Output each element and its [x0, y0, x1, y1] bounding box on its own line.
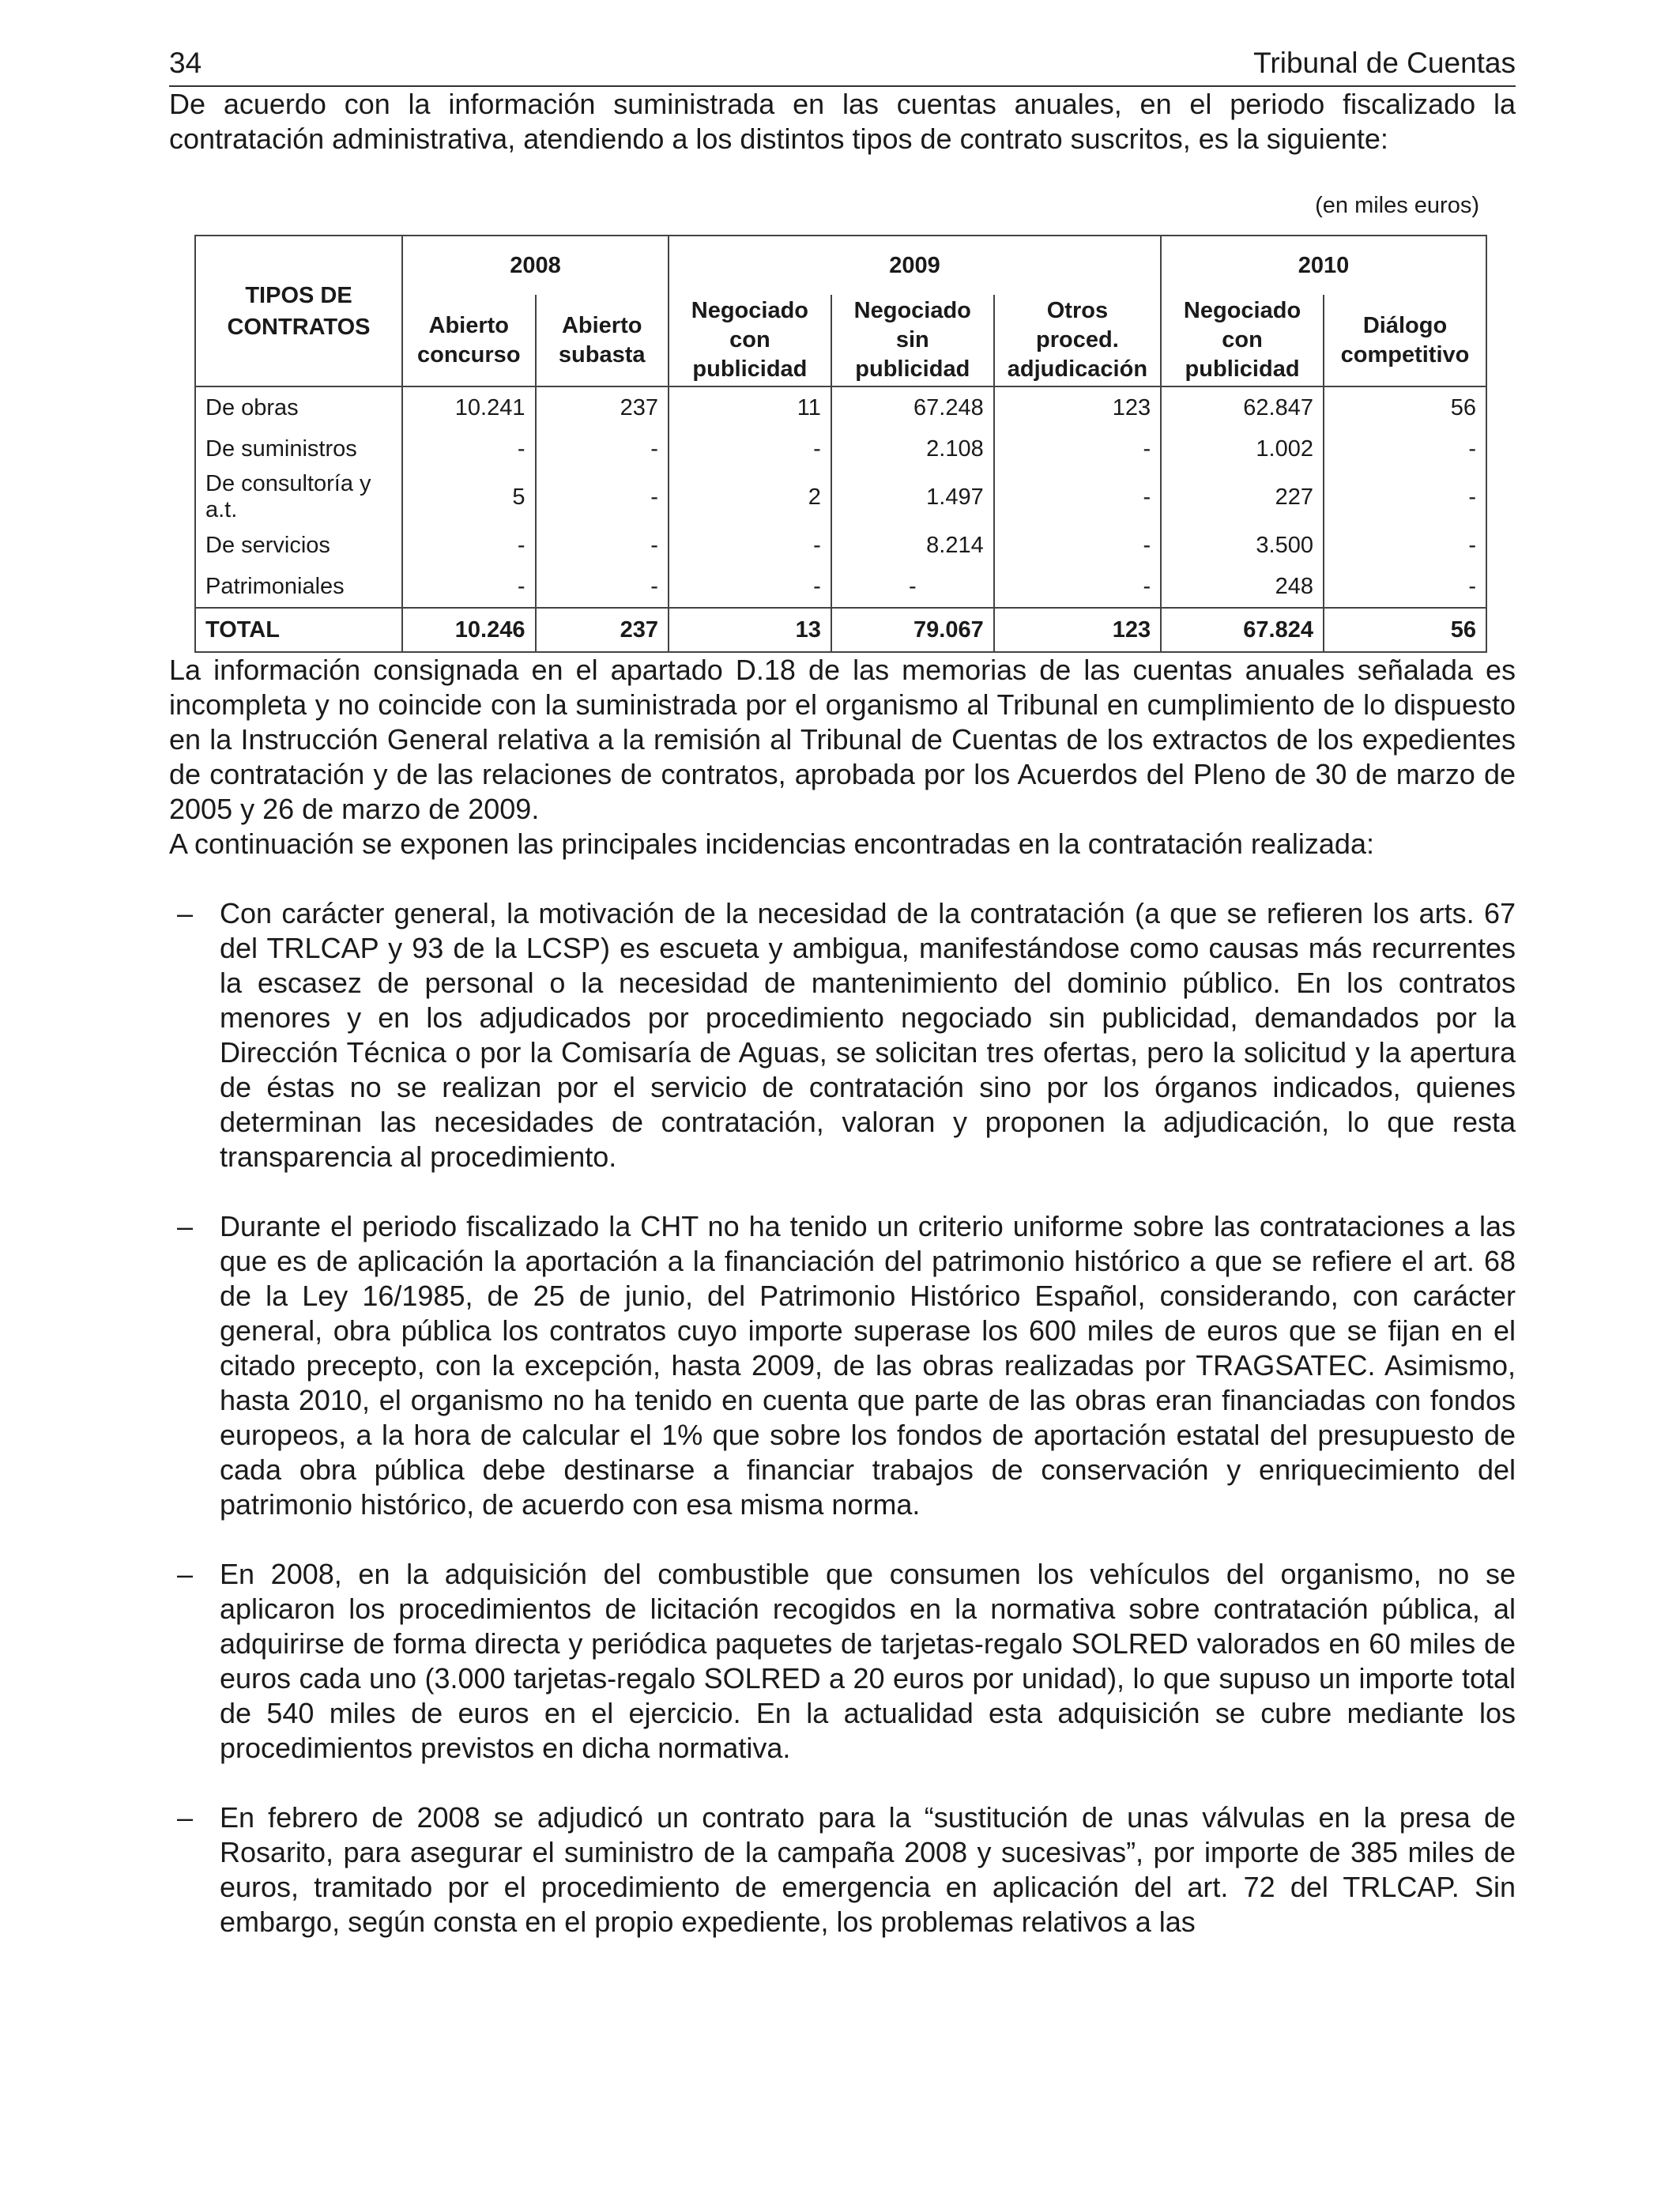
column-header: Abierto concurso: [402, 295, 535, 386]
table-cell: -: [536, 428, 669, 469]
page-number: 34: [169, 47, 202, 79]
column-header: Negociado sin publicidad: [831, 295, 994, 386]
table-cell: -: [669, 566, 831, 608]
table-cell: 10.241: [402, 386, 535, 428]
table-cell: 123: [994, 608, 1161, 652]
row-label: De consultoría y a.t.: [195, 469, 402, 525]
dash-bullet-icon: –: [177, 1801, 194, 1834]
table-cell: 237: [536, 608, 669, 652]
column-header: Negociado con publicidad: [669, 295, 831, 386]
table-cell: 227: [1161, 469, 1324, 525]
table-cell: -: [994, 428, 1161, 469]
row-label: De servicios: [195, 525, 402, 566]
table-cell: -: [1324, 566, 1486, 608]
table-cell: 1.002: [1161, 428, 1324, 469]
body-paragraph: La información consignada en el apartado D.18 de las memorias de las cuentas anuales señalada es incompleta y no coincide con la suministrada por el organismo al Tribunal en cumplimiento de lo dispuesto en la Instrucción General relativa a la remisión al Tribunal de Cuentas de los extractos de los expedientes de contratación y de las relaciones de contratos, aprobada por los Acuerdos del Pleno de 30 de marzo de 2005 y 26 de marzo de 2009.: [169, 654, 1516, 825]
table-cell: 8.214: [831, 525, 994, 566]
list-item-text: En febrero de 2008 se adjudicó un contrato para la “sustitución de unas válvulas en la presa de Rosarito, para asegurar el suministro de la campaña 2008 y sucesivas”, por importe de 385 miles de euros, tramitado por el procedimiento de emergencia en aplicación del art. 72 del TRLCAP. Sin embargo, según consta en el propio expediente, los problemas relativos a las: [220, 1801, 1516, 1938]
incidents-list: [169, 896, 1516, 1940]
table-cell: -: [1324, 428, 1486, 469]
table-cell: 10.246: [402, 608, 535, 652]
table-cell: -: [669, 525, 831, 566]
table-cell: 237: [536, 386, 669, 428]
page-header: [169, 46, 1516, 87]
list-item-text: Con carácter general, la motivación de la necesidad de la contratación (a que se refieren los arts. 67 del TRLCAP y 93 de la LCSP) es escueta y ambigua, manifestándose como causas más recurrentes la escasez de personal o la necesidad de mantenimiento del dominio público. En los contratos menores y en los adjudicados por procedimiento negociado sin publicidad, demandados por la Dirección Técnica o por la Comisaría de Aguas, se solicitan tres ofertas, pero la solicitud y la apertura de éstas no se realizan por el servicio de contratación sino por los órganos indicados, quienes determinan las necesidades de contratación, valoran y proponen la adjudicación, lo que resta transparencia al procedimiento.: [220, 897, 1516, 1173]
list-item-text: En 2008, en la adquisición del combustible que consumen los vehículos del organismo, no se aplicaron los procedimientos de licitación recogidos en la normativa sobre contratación pública, al adquirirse de forma directa y periódica paquetes de tarjetas-regalo SOLRED valorados en 60 miles de euros cada uno (3.000 tarjetas-regalo SOLRED a 20 euros por unidad), lo que supuso un importe total de 540 miles de euros en el ejercicio. En la actualidad esta adquisición se cubre mediante los procedimientos previstos en dicha normativa.: [220, 1558, 1516, 1764]
table-cell: 79.067: [831, 608, 994, 652]
table-cell: -: [1324, 525, 1486, 566]
list-item: [169, 1800, 1516, 1940]
list-item: [169, 1209, 1516, 1522]
table-cell: 62.847: [1161, 386, 1324, 428]
table-cell: -: [536, 566, 669, 608]
table-cell: -: [402, 525, 535, 566]
table-cell: 1.497: [831, 469, 994, 525]
table-cell: 67.824: [1161, 608, 1324, 652]
list-item-text: Durante el periodo fiscalizado la CHT no ha tenido un criterio uniforme sobre las contrataciones a las que es de aplicación la aportación a la financiación del patrimonio histórico a que se refiere el art. 68 de la Ley 16/1985, de 25 de junio, del Patrimonio Histórico Español, considerando, con carácter general, obra pública los contratos cuyo importe superase los 600 miles de euros que se fijan en el citado precepto, con la excepción, hasta 2009, de las obras realizadas por TRAGSATEC. Asimismo, hasta 2010, el organismo no ha tenido en cuenta que parte de las obras eran financiadas con fondos europeos, a la hora de calcular el 1% que sobre los fondos de aportación estatal del presupuesto de cada obra pública debe destinarse a financiar trabajos de conservación y enriquecimiento del patrimonio histórico, de acuerdo con esa misma norma.: [220, 1210, 1516, 1521]
dash-bullet-icon: –: [177, 897, 194, 929]
table-cell: -: [994, 525, 1161, 566]
column-header: Abierto subasta: [536, 295, 669, 386]
table-cell: -: [669, 428, 831, 469]
table-cell: 2: [669, 469, 831, 525]
body-paragraph: A continuación se exponen las principales incidencias encontradas en la contratación realizada:: [169, 827, 1374, 860]
year-header-2009: 2009: [669, 236, 1161, 295]
table-cell: 56: [1324, 386, 1486, 428]
list-item: [169, 896, 1516, 1174]
column-header: Diálogo competitivo: [1324, 295, 1486, 386]
intro-paragraph: De acuerdo con la información suministrada en las cuentas anuales, en el periodo fiscalizado la contratación administrativa, atendiendo a los distintos tipos de contrato suscritos, es la siguiente:: [169, 88, 1516, 155]
document-page: [169, 46, 1516, 1974]
table-cell: -: [994, 566, 1161, 608]
table-cell: 5: [402, 469, 535, 525]
table-cell: -: [536, 469, 669, 525]
table-cell: -: [831, 566, 994, 608]
table-cell: 11: [669, 386, 831, 428]
row-label: De obras: [195, 386, 402, 428]
table-body: [195, 386, 1486, 652]
table-cell: 2.108: [831, 428, 994, 469]
table-cell: -: [994, 469, 1161, 525]
table-row: [195, 428, 1486, 469]
table-cell: -: [536, 525, 669, 566]
dash-bullet-icon: –: [177, 1558, 194, 1590]
table-row: [195, 566, 1486, 608]
table-row: [195, 386, 1486, 428]
table-cell: -: [1324, 469, 1486, 525]
row-label: De suministros: [195, 428, 402, 469]
header-title: Tribunal de Cuentas: [1253, 47, 1516, 79]
table-cell: 67.248: [831, 386, 994, 428]
row-header: TIPOS DE CONTRATOS: [195, 236, 402, 386]
table-cell: -: [402, 566, 535, 608]
table-cell: 123: [994, 386, 1161, 428]
table-cell: 13: [669, 608, 831, 652]
table-row: [195, 525, 1486, 566]
row-label: TOTAL: [195, 608, 402, 652]
column-header: Negociado con publicidad: [1161, 295, 1324, 386]
contracts-table: [194, 235, 1487, 653]
table-units: (en miles euros): [1315, 193, 1479, 218]
column-header: Otros proced. adjudicación: [994, 295, 1161, 386]
year-header-2010: 2010: [1161, 236, 1486, 295]
list-item: [169, 1557, 1516, 1766]
row-label: Patrimoniales: [195, 566, 402, 608]
table-cell: 56: [1324, 608, 1486, 652]
table-cell: 248: [1161, 566, 1324, 608]
table-cell: -: [402, 428, 535, 469]
table-total-row: [195, 608, 1486, 652]
table-cell: 3.500: [1161, 525, 1324, 566]
table-row: [195, 469, 1486, 525]
dash-bullet-icon: –: [177, 1210, 194, 1242]
year-header-2008: 2008: [402, 236, 669, 295]
